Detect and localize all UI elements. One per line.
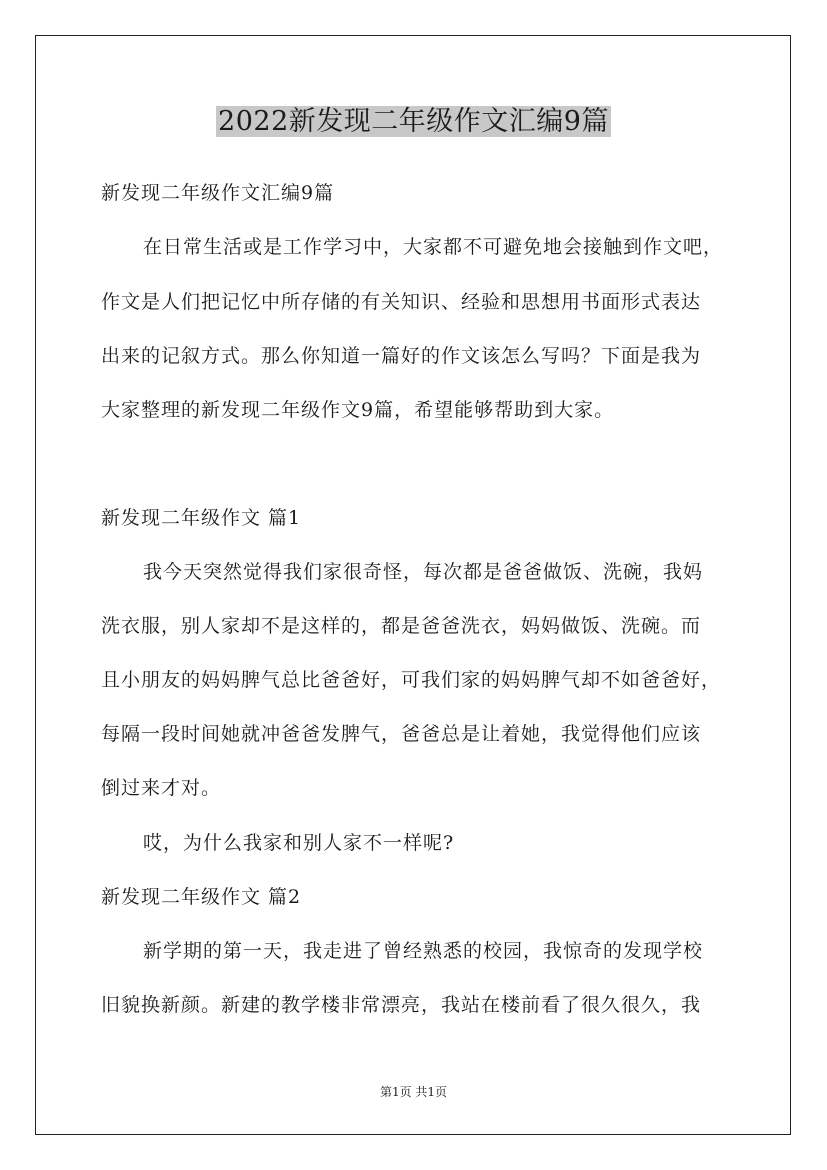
page-footer: 第1页 共1页 bbox=[379, 1085, 448, 1099]
intro-line-3: 出来的记叙方式。那么你知道一篇好的作文该怎么写吗？下面是我为 bbox=[101, 345, 702, 367]
essay1-line-1: 我今天突然觉得我们家很奇怪，每次都是爸爸做饭、洗碗，我妈 bbox=[143, 561, 704, 583]
intro-line-2: 作文是人们把记忆中所存储的有关知识、经验和思想用书面形式表达 bbox=[101, 291, 702, 313]
essay1-line-5: 倒过来才对。 bbox=[101, 777, 222, 799]
essay1-line-2: 洗衣服，别人家却不是这样的，都是爸爸洗衣，妈妈做饭、洗碗。而 bbox=[101, 615, 702, 637]
intro-line-4: 大家整理的新发现二年级作文9篇，希望能够帮助到大家。 bbox=[101, 399, 615, 421]
essay2-line-2: 旧貌换新颜。新建的教学楼非常漂亮，我站在楼前看了很久很久，我 bbox=[101, 994, 702, 1016]
document-title-wrapper bbox=[0, 102, 827, 142]
intro-line-1: 在日常生活或是工作学习中，大家都不可避免地会接触到作文吧， bbox=[143, 236, 724, 258]
document-title: 2022新发现二年级作文汇编9篇 bbox=[218, 106, 609, 137]
essay1-line-6: 哎，为什么我家和别人家不一样呢? bbox=[143, 832, 455, 854]
essay2-line-1: 新学期的第一天，我走进了曾经熟悉的校园，我惊奇的发现学校 bbox=[143, 940, 704, 962]
section-heading-2: 新发现二年级作文 篇2 bbox=[101, 886, 302, 908]
section-heading-1: 新发现二年级作文 篇1 bbox=[101, 507, 302, 529]
subtitle-line: 新发现二年级作文汇编9篇 bbox=[101, 182, 335, 204]
essay1-line-3: 且小朋友的妈妈脾气总比爸爸好，可我们家的妈妈脾气却不如爸爸好， bbox=[101, 669, 722, 691]
essay1-line-4: 每隔一段时间她就冲爸爸发脾气，爸爸总是让着她，我觉得他们应该 bbox=[101, 723, 702, 745]
